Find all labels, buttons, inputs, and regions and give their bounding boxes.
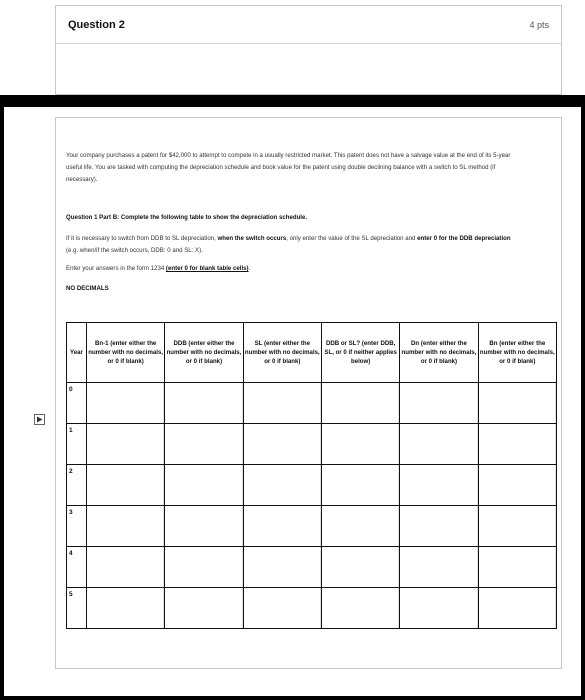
cell-dn — [400, 506, 478, 547]
no-decimals-note: NO DECIMALS — [66, 285, 109, 292]
cell-bn-1 — [87, 506, 165, 547]
bn-input[interactable] — [479, 465, 556, 505]
year-cell: 3 — [67, 506, 87, 547]
ddb-or-sl-input[interactable] — [322, 547, 399, 587]
expand-toggle[interactable] — [34, 414, 45, 425]
table-row — [67, 547, 557, 588]
bn-input[interactable] — [479, 588, 556, 628]
cell-bn — [478, 588, 556, 629]
ddb-or-sl-input[interactable] — [322, 383, 399, 423]
cell-ddb-or-sl — [321, 506, 399, 547]
switch-instructions — [66, 233, 516, 257]
ddb-input[interactable] — [165, 547, 242, 587]
bn-1-input[interactable] — [87, 383, 164, 423]
ddb-or-sl-input[interactable] — [322, 465, 399, 505]
cell-dn — [400, 424, 478, 465]
ddb-input[interactable] — [165, 383, 242, 423]
header-ddb-or-sl: DDB or SL? (enter DDB, SL, or 0 if neither applies below) — [321, 323, 399, 383]
bn-1-input[interactable] — [87, 424, 164, 464]
ddb-input[interactable] — [165, 506, 242, 546]
cell-bn-1 — [87, 547, 165, 588]
sl-input[interactable] — [244, 424, 321, 464]
table-row — [67, 424, 557, 465]
year-cell: 0 — [67, 383, 87, 424]
dn-input[interactable] — [400, 383, 477, 423]
cell-ddb — [165, 547, 243, 588]
cell-sl — [243, 547, 321, 588]
sl-input[interactable] — [244, 506, 321, 546]
dn-input[interactable] — [400, 424, 477, 464]
sl-input[interactable] — [244, 547, 321, 587]
cell-dn — [400, 547, 478, 588]
intro-text: Your company purchases a patent for $42,000 to attempt to compete in a usually restricted market. This patent does not have a salvage value at the end of its 5-year useful life. You are tasked with computing the depreciation schedule and book value for the patent using double declining balance with a switch to SL method (if necessary). — [66, 152, 511, 183]
cell-ddb — [165, 465, 243, 506]
table-row — [67, 465, 557, 506]
sl-input[interactable] — [244, 383, 321, 423]
year-cell: 1 — [67, 424, 87, 465]
question-points: 4 pts — [529, 19, 549, 30]
cell-bn — [478, 547, 556, 588]
cell-ddb — [165, 506, 243, 547]
bn-1-input[interactable] — [87, 547, 164, 587]
switch-text-pre: If it is necessary to switch from DDB to SL depreciation, — [66, 235, 218, 242]
part-heading: Question 1 Part B: Complete the following table to show the depreciation schedule. — [66, 214, 308, 221]
ddb-or-sl-input[interactable] — [322, 424, 399, 464]
cell-bn-1 — [87, 424, 165, 465]
format-instructions — [66, 263, 516, 275]
switch-text-bold2: enter 0 for the DDB depreciation — [417, 235, 511, 242]
cell-ddb-or-sl — [321, 424, 399, 465]
ddb-input[interactable] — [165, 588, 242, 628]
question-title: Question 2 — [68, 18, 125, 31]
cell-bn — [478, 465, 556, 506]
cell-bn — [478, 383, 556, 424]
question-card — [55, 5, 562, 95]
cell-dn — [400, 383, 478, 424]
format-text-pre: Enter your answers in the form 1234 — [66, 265, 166, 272]
table-row — [67, 506, 557, 547]
cell-bn-1 — [87, 465, 165, 506]
question-header — [56, 6, 561, 44]
year-cell: 5 — [67, 588, 87, 629]
cell-sl — [243, 588, 321, 629]
cell-sl — [243, 465, 321, 506]
header-year: Year — [67, 323, 87, 383]
bn-input[interactable] — [479, 383, 556, 423]
ddb-or-sl-input[interactable] — [322, 506, 399, 546]
format-text-underlined: (enter 0 for blank table cells) — [165, 265, 249, 272]
screenshot-border-band — [0, 95, 585, 107]
cell-bn-1 — [87, 588, 165, 629]
cell-ddb — [165, 588, 243, 629]
switch-text-mid: , only enter the value of the SL depreciation and — [286, 235, 418, 242]
bn-input[interactable] — [479, 424, 556, 464]
cell-sl — [243, 424, 321, 465]
switch-text-post: (e.g. when/if the switch occurs, DDB: 0 and SL: X). — [66, 247, 203, 254]
switch-text-bold1: when the switch occurs — [217, 235, 287, 242]
bn-1-input[interactable] — [87, 588, 164, 628]
cell-dn — [400, 588, 478, 629]
bn-1-input[interactable] — [87, 506, 164, 546]
cell-bn-1 — [87, 383, 165, 424]
table-row — [67, 588, 557, 629]
cell-ddb — [165, 424, 243, 465]
sl-input[interactable] — [244, 465, 321, 505]
header-sl: SL (enter either the number with no decimals, or 0 if blank) — [243, 323, 321, 383]
depreciation-table — [66, 322, 557, 629]
bn-1-input[interactable] — [87, 465, 164, 505]
sl-input[interactable] — [244, 588, 321, 628]
dn-input[interactable] — [400, 547, 477, 587]
bn-input[interactable] — [479, 547, 556, 587]
cell-bn — [478, 424, 556, 465]
dn-input[interactable] — [400, 506, 477, 546]
cell-ddb-or-sl — [321, 383, 399, 424]
dn-input[interactable] — [400, 588, 477, 628]
format-text-post: . — [248, 265, 251, 272]
cell-sl — [243, 383, 321, 424]
cell-dn — [400, 465, 478, 506]
header-bn: Bn (enter either the number with no decimals, or 0 if blank) — [478, 323, 556, 383]
dn-input[interactable] — [400, 465, 477, 505]
year-cell: 2 — [67, 465, 87, 506]
header-dn: Dn (enter either the number with no decimals, or 0 if blank) — [400, 323, 478, 383]
play-arrow-icon — [36, 416, 43, 423]
cell-ddb-or-sl — [321, 547, 399, 588]
ddb-input[interactable] — [165, 424, 242, 464]
ddb-input[interactable] — [165, 465, 242, 505]
table-header-row — [67, 323, 557, 383]
cell-sl — [243, 506, 321, 547]
bn-input[interactable] — [479, 506, 556, 546]
cell-bn — [478, 506, 556, 547]
cell-ddb — [165, 383, 243, 424]
header-bn-1: Bn-1 (enter either the number with no decimals, or 0 if blank) — [87, 323, 165, 383]
table-row — [67, 383, 557, 424]
header-ddb: DDB (enter either the number with no decimals, or 0 if blank) — [165, 323, 243, 383]
ddb-or-sl-input[interactable] — [322, 588, 399, 628]
cell-ddb-or-sl — [321, 588, 399, 629]
cell-ddb-or-sl — [321, 465, 399, 506]
year-cell: 4 — [67, 547, 87, 588]
